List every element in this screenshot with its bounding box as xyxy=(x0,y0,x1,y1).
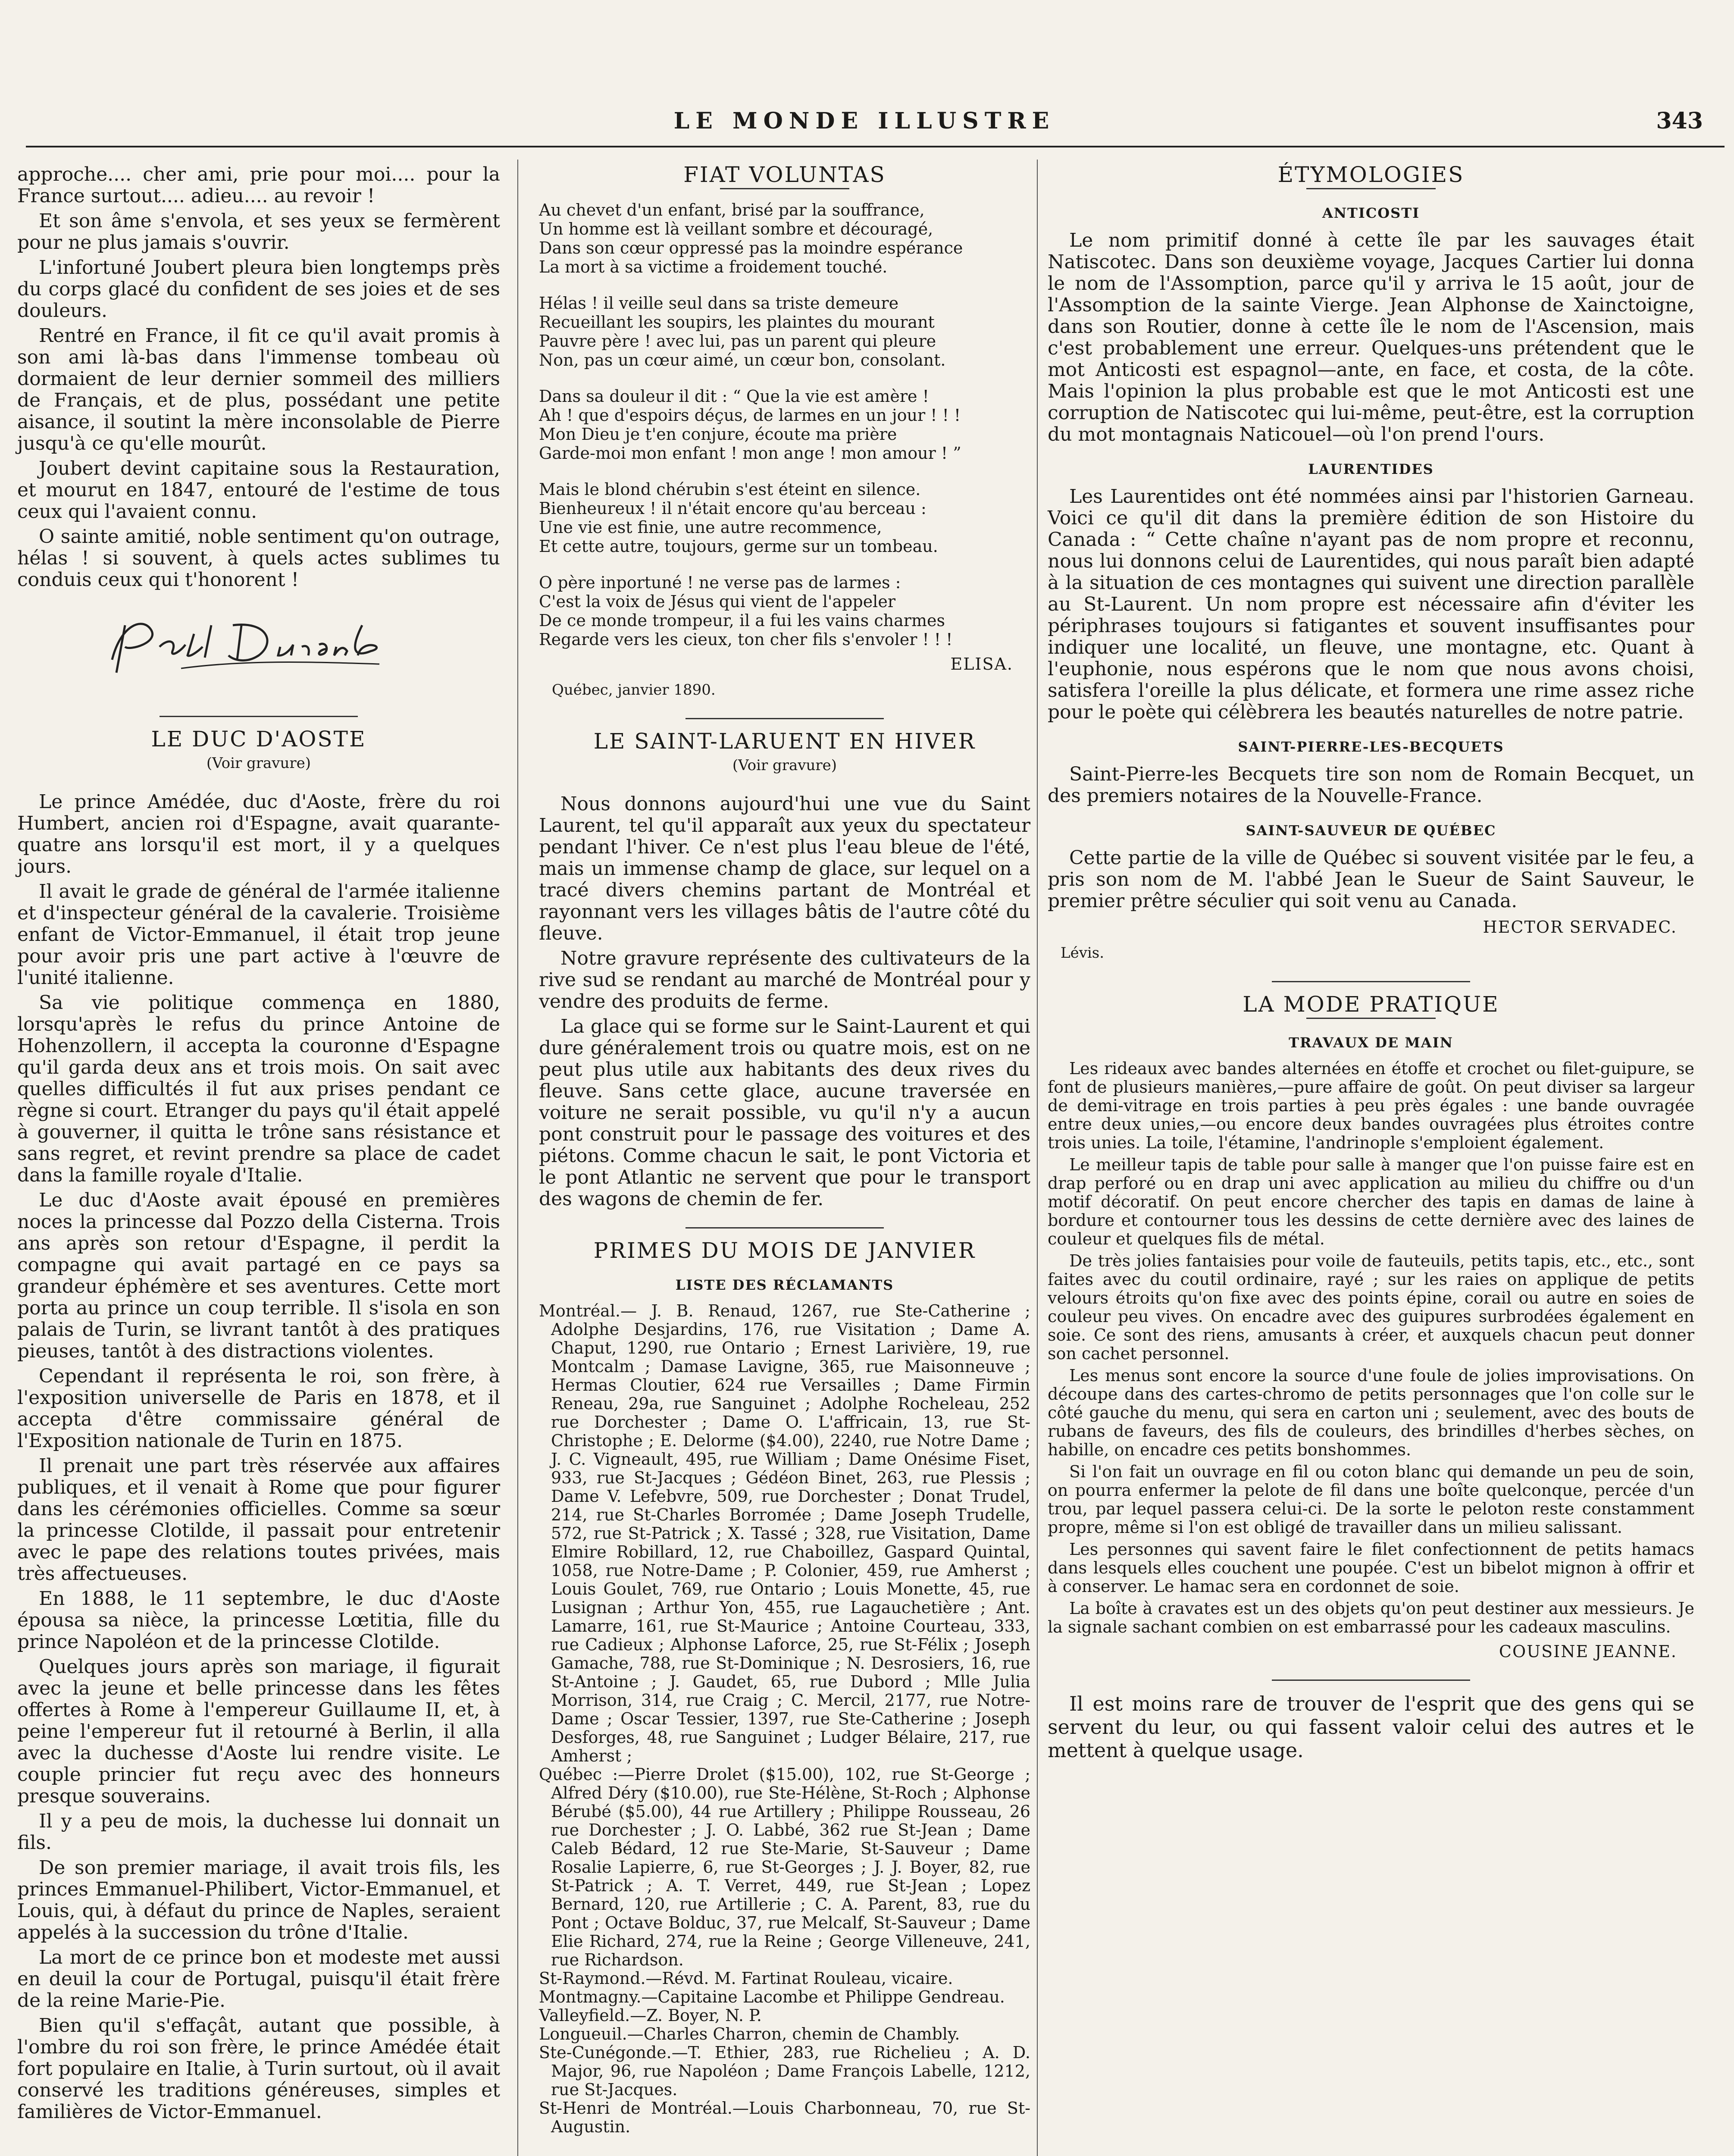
poem-stanza xyxy=(539,387,1030,463)
section-title: LA MODE PRATIQUE xyxy=(1243,992,1499,1017)
section-title: PRIMES DU MOIS DE JANVIER xyxy=(593,1238,976,1263)
verse-line: Et cette autre, toujours, germe sur un tombeau. xyxy=(539,537,938,556)
section-subhead: SAINT-SAUVEUR DE QUÉBEC xyxy=(1246,822,1496,839)
verse-line: Non, pas un cœur aimé, un cœur bon, consolant. xyxy=(539,351,946,370)
poem-stanza xyxy=(539,573,1030,649)
verse-line: Regarde vers les cieux, ton cher fils s'envoler ! ! ! xyxy=(539,630,953,649)
section-separator xyxy=(685,1227,884,1228)
paragraph: Il prenait une part très réservée aux affaires publiques, et il venait à Rome que pour figurer dans les cérémonies officielles. Comme sa sœur la princesse Clotilde, il passait pour entretenir avec le pape des relations toutes privées, mais très affectueuses. xyxy=(17,1455,500,1585)
paragraph: Les personnes qui savent faire le filet confectionnent de petits hamacs dans lesquels elles couchent une poupée. C'est un bibelot mignon à offrir et à conserver. Le hamac sera en cordonnet de soie. xyxy=(1048,1540,1694,1596)
paragraph: La boîte à cravates est un des objets qu'on peut destiner aux messieurs. Je la signale sachant combien on est embarrassé pour les cadeaux masculins. xyxy=(1048,1599,1694,1636)
verse-line: Ah ! que d'espoirs déçus, de larmes en un jour ! ! ! xyxy=(539,406,961,425)
paragraph: Joubert devint capitaine sous la Restauration, et mourut en 1847, entouré de l'estime de tous ceux qui l'avaient connu. xyxy=(17,458,500,523)
column-left xyxy=(17,164,500,2126)
poem-stanza xyxy=(539,480,1030,556)
article-place: Lévis. xyxy=(1061,944,1105,962)
verse-line: Au chevet d'un enfant, brisé par la souffrance, xyxy=(539,201,925,219)
section-separator xyxy=(1272,981,1470,982)
section-separator xyxy=(160,716,358,717)
paragraph: Nous donnons aujourd'hui une vue du Saint Laurent, tel qu'il apparaît aux yeux du spectateur pendant l'hiver. Ce n'est plus l'eau bleue de l'été, mais un immense champ de glace, sur lequel on a tracé divers chemins partant de Montréal et rayonnant vers les villages bâtis de l'autre côté du fleuve. xyxy=(539,793,1030,944)
section-subhead: LAURENTIDES xyxy=(1308,461,1434,477)
verse-line: O père inportuné ! ne verse pas de larmes : xyxy=(539,573,901,592)
section-separator xyxy=(720,188,849,189)
list-item: Ste-Cunégonde.—T. Ethier, 283, rue Richelieu ; A. D. Major, 96, rue Napoléon ; Dame François Labelle, 1212, rue St-Jacques. xyxy=(539,2043,1030,2099)
column-middle xyxy=(539,164,1030,2136)
header-rule xyxy=(26,146,1725,147)
handwritten-signature xyxy=(95,608,397,677)
paragraph: La mort de ce prince bon et modeste met aussi en deuil la cour de Portugal, puisqu'il était frère de la reine Marie-Pie. xyxy=(17,1946,500,2012)
verse-line: Bienheureux ! il n'était encore qu'au berceau : xyxy=(539,499,926,518)
paragraph: Les rideaux avec bandes alternées en étoffe et crochet ou filet-guipure, se font de plusieurs manières,—pure affaire de goût. On peut diviser sa largeur de demi-vitrage en trois parties à peu près égales : une bande ouvragée entre deux unies,—ou encore deux bandes ouvragées plus étroites contre trois unies. La toile, l'étamine, l'andrinople s'emploient également. xyxy=(1048,1059,1694,1152)
paragraph: L'infortuné Joubert pleura bien longtemps près du corps glacé du confident de ses joies et de ses douleurs. xyxy=(17,257,500,322)
poem-author: ELISA. xyxy=(950,655,1013,674)
verse-line: Recueillant les soupirs, les plaintes du mourant xyxy=(539,313,935,332)
poem-title: FIAT VOLUNTAS xyxy=(683,162,886,187)
verse-line: De ce monde trompeur, il a fui les vains charmes xyxy=(539,611,945,630)
verse-line: Pauvre père ! avec lui, pas un parent qui pleure xyxy=(539,332,936,351)
paragraph: Cependant il représenta le roi, son frère, à l'exposition universelle de Paris en 1878, et il accepta d'être commissaire général de l'Exposition nationale de Turin en 1875. xyxy=(17,1365,500,1452)
verse-line: La mort à sa victime a froidement touché. xyxy=(539,257,888,276)
poem-stanza xyxy=(539,201,1030,276)
list-item: Montmagny.—Capitaine Lacombe et Philippe Gendreau. xyxy=(539,1987,1005,2006)
paragraph: Il avait le grade de général de l'armée italienne et d'inspecteur général de la cavalerie. Troisième enfant de Victor-Emmanuel, il était trop jeune pour avoir pris une part active à l'œuvre de l'unité italienne. xyxy=(17,881,500,989)
section-separator xyxy=(1272,1680,1470,1681)
paragraph: Rentré en France, il fit ce qu'il avait promis à son ami là-bas dans l'immense tombeau où dormaient de leur dernier sommeil des milliers de Français, et de plus, possédant une petite aisance, il soutint la mère inconsolable de Pierre jusqu'à ce qu'elle mourût. xyxy=(17,325,500,454)
section-subtitle: (Voir gravure) xyxy=(732,757,837,774)
section-separator xyxy=(1306,188,1436,189)
verse-line: Dans sa douleur il dit : “ Que la vie est amère ! xyxy=(539,387,929,406)
paragraph: Les menus sont encore la source d'une foule de jolies improvisations. On découpe dans des cartes-chromo de petits personnages que l'on colle sur le côté gauche du menu, qui sera en carton uni ; seulement, avec des bouts de rubans de faveurs, des fils de couleurs, des brindilles d'herbes sèches, on habille, on encadre ces petits bonshommes. xyxy=(1048,1366,1694,1459)
paragraph: Cette partie de la ville de Québec si souvent visitée par le feu, a pris son nom de M. l'abbé Jean le Sueur de Saint Sauveur, le premier prêtre séculier qui soit venu au Canada. xyxy=(1048,847,1694,912)
verse-line: Mais le blond chérubin s'est éteint en silence. xyxy=(539,480,921,499)
paragraph: O sainte amitié, noble sentiment qu'on outrage, hélas ! si souvent, à quels actes sublimes tu conduis ceux qui t'honorent ! xyxy=(17,526,500,591)
paragraph: Saint-Pierre-les Becquets tire son nom de Romain Becquet, un des premiers notaires de la Nouvelle-France. xyxy=(1048,763,1694,807)
list-item: St-Raymond.—Révd. M. Fartinat Rouleau, vicaire. xyxy=(539,1969,953,1988)
paragraph: Si l'on fait un ouvrage en fil ou coton blanc qui demande un peu de soin, on pourra enfermer la pelote de fil dans une boîte quelconque, percée d'un trou, par lequel passera celui-ci. De la sorte le peloton reste constamment propre, même si l'on est obligé de travailler dans un milieu salissant. xyxy=(1048,1462,1694,1537)
paragraph: Et son âme s'envola, et ses yeux se fermèrent pour ne plus jamais s'ouvrir. xyxy=(17,210,500,254)
poem-date: Québec, janvier 1890. xyxy=(552,681,716,699)
paragraph: De son premier mariage, il avait trois fils, les princes Emmanuel-Philibert, Victor-Emmanuel, et Louis, qui, à défaut du prince de Naples, seraient appelés à la succession du trône d'Italie. xyxy=(17,1857,500,1943)
page-header xyxy=(26,108,1703,138)
paragraph: Sa vie politique commença en 1880, lorsqu'après le refus du prince Antoine de Hohenzollern, il accepta la couronne d'Espagne qu'il garda deux ans et trois mois. On sait avec quelles difficultés il fut aux prises pendant ce règne si court. Etranger du pays qu'il était appelé à gouverner, il quitta le trône sans résistance et sans regret, et revint prendre sa place de cadet dans la famille royale d'Italie. xyxy=(17,992,500,1186)
section-separator xyxy=(685,718,884,719)
page-number: 343 xyxy=(1656,108,1703,134)
maxim: Il est moins rare de trouver de l'esprit que des gens qui se servent du leur, ou qui fassent valoir celui des autres et le mettent à quelque usage. xyxy=(1048,1692,1694,1762)
verse-line: Garde-moi mon enfant ! mon ange ! mon amour ! ” xyxy=(539,444,961,463)
paragraph: En 1888, le 11 septembre, le duc d'Aoste épousa sa nièce, la princesse Lœtitia, fille du prince Napoléon et de la princesse Clotilde. xyxy=(17,1588,500,1653)
verse-line: Dans son cœur oppressé pas la moindre espérance xyxy=(539,238,963,257)
verse-line: Hélas ! il veille seul dans sa triste demeure xyxy=(539,294,899,313)
masthead-title: LE MONDE ILLUSTRE xyxy=(673,108,1055,134)
paragraph: approche.... cher ami, prie pour moi.... pour la France surtout.... adieu.... au revoir ! xyxy=(17,163,500,207)
column-right xyxy=(1048,164,1694,1765)
verse-line: Un homme est là veillant sombre et découragé, xyxy=(539,219,933,238)
list-item: Québec :—Pierre Drolet ($15.00), 102, rue St-George ; Alfred Déry ($10.00), rue Ste-Hélène, St-Roch ; Alphonse Bérubé ($5.00), 44 rue Artillery ; Philippe Rousseau, 26 rue Dorchester ; J. O. Labbé, 362 rue St-Jean ; Dame Caleb Bédard, 12 rue Ste-Marie, St-Sauveur ; Dame Rosalie Lapierre, 6, rue St-Georges ; J. J. Boyer, 82, rue St-Patrick ; A. T. Verret, 449, rue St-Jean ; Lopez Bernard, 120, rue Artillerie ; C. A. Parent, 83, rue du Pont ; Octave Bolduc, 37, rue Melcalf, St-Sauveur ; Dame Elie Richard, 274, rue la Reine ; George Villeneuve, 241, rue Richardson. xyxy=(539,1765,1030,1969)
section-subhead: ANTICOSTI xyxy=(1322,205,1420,221)
poem-stanza xyxy=(539,294,1030,370)
section-subhead: TRAVAUX DE MAIN xyxy=(1289,1034,1453,1051)
verse-line: Une vie est finie, une autre recommence, xyxy=(539,518,882,537)
list-item: St-Henri de Montréal.—Louis Charbonneau, 70, rue St-Augustin. xyxy=(539,2099,1030,2136)
verse-line: C'est la voix de Jésus qui vient de l'appeler xyxy=(539,592,895,611)
paragraph: Le duc d'Aoste avait épousé en premières noces la princesse dal Pozzo della Cisterna. Trois ans après son retour d'Espagne, il perdit la compagne qui avait partagé en ce pays sa grandeur éphémère et ses aventures. Cette mort porta au prince un coup terrible. Il s'isola en son palais de Turin, se livrant tantôt à des pratiques pieuses, tantôt à des distractions violentes. xyxy=(17,1189,500,1362)
article-author: COUSINE JEANNE. xyxy=(1499,1642,1677,1661)
section-title: LE SAINT-LARUENT EN HIVER xyxy=(593,729,976,754)
section-separator xyxy=(1306,1018,1436,1019)
paragraph: Les Laurentides ont été nommées ainsi par l'historien Garneau. Voici ce qu'il dit dans la première édition de son Histoire du Canada : “ Cette chaîne n'ayant pas de nom propre et reconnu, nous lui donnons celui de Laurentides, qui nous paraît bien adapté à la situation de ces montagnes qui suivent une direction parallèle au St-Laurent. Un nom propre est nécessaire afin d'éviter les périphrases toujours si fatigantes et souvent insuffisantes pour indiquer une localité, un fleuve, une montagne, etc. Quant à l'euphonie, nous espérons que le nom que nous avons choisi, satisfera l'oreille la plus délicate, et formera une rime assez riche pour le poète qui célèbrera les beautés naturelles de notre patrie. xyxy=(1048,486,1694,723)
column-divider xyxy=(1037,160,1038,2156)
list-item: Valleyfield.—Z. Boyer, N. P. xyxy=(539,2006,762,2025)
verse-line: Mon Dieu je t'en conjure, écoute ma prière xyxy=(539,425,897,444)
paragraph: Quelques jours après son mariage, il figurait avec la jeune et belle princesse dans les fêtes offertes à Rome à l'empereur Guillaume II, et, à peine l'empereur fut il retourné à Berlin, il alla avec la duchesse d'Aoste lui rendre visite. Le couple princier fut reçu avec des honneurs presque souverains. xyxy=(17,1656,500,1807)
article-author: HECTOR SERVADEC. xyxy=(1483,918,1677,937)
list-item: Longueuil.—Charles Charron, chemin de Chambly. xyxy=(539,2024,960,2043)
paragraph: La glace qui se forme sur le Saint-Laurent et qui dure généralement trois ou quatre mois, est on ne peut plus utile aux habitants des deux rives du fleuve. Sans cette glace, aucune traversée en voiture ne serait possible, vu qu'il n'y a aucun pont construit pour le passage des voitures et des piétons. Comme chacun le sait, le pont Victoria et le pont Atlantic ne servent que pour le transport des wagons de chemin de fer. xyxy=(539,1015,1030,1210)
paragraph: Il y a peu de mois, la duchesse lui donnait un fils. xyxy=(17,1810,500,1854)
section-subhead: LISTE DES RÉCLAMANTS xyxy=(675,1277,894,1293)
paragraph: Le prince Amédée, duc d'Aoste, frère du roi Humbert, ancien roi d'Espagne, avait quarante-quatre ans lorsqu'il est mort, il y a quelques jours. xyxy=(17,791,500,877)
paragraph: Le meilleur tapis de table pour salle à manger que l'on puisse faire est en drap perforé ou en drap uni avec application au milieu du chiffre ou d'un motif décoratif. On peut encore chercher des tapis en damas de laine à bordure et contourner tous les dessins de cette dernière avec des laines de couleur et quelques fils de métal. xyxy=(1048,1155,1694,1248)
section-title: ÉTYMOLOGIES xyxy=(1277,162,1465,187)
paragraph: Le nom primitif donné à cette île par les sauvages était Natiscotec. Dans son deuxième voyage, Jacques Cartier lui donna le nom de l'Assomption, parce qu'il y arriva le 15 août, jour de l'Assomption de la sainte Vierge. Jean Alphonse de Xainctoigne, dans son Routier, donne à cette île le nom de l'Ascension, mais c'est probablement une erreur. Quelques-uns prétendent que le mot Anticosti est espagnol—ante, en face, et costa, de la côte. Mais l'opinion la plus probable est que le mot Anticosti est une corruption de Natiscotec qui lui-même, peut-être, est la corruption du mot montagnais Naticouel—où l'on prend l'ours. xyxy=(1048,229,1694,445)
list-item: Montréal.— J. B. Renaud, 1267, rue Ste-Catherine ; Adolphe Desjardins, 176, rue Visitation ; Dame A. Chaput, 1290, rue Ontario ; Ernest Larivière, 19, rue Montcalm ; Damase Lavigne, 365, rue Maisonneuve ; Hermas Cloutier, 624 rue Versailles ; Dame Firmin Reneau, 29a, rue Sanguinet ; Adolphe Rocheleau, 252 rue Dorchester ; Dame O. L'affricain, 13, rue St-Christophe ; E. Delorme ($4.00), 2240, rue Notre Dame ; J. C. Vigneault, 495, rue William ; Dame Onésime Fiset, 933, rue St-Jacques ; Gédéon Binet, 263, rue Plessis ; Dame V. Lefebvre, 509, rue Dorchester ; Donat Trudel, 214, rue St-Charles Borromée ; Dame Joseph Trudelle, 572, rue St-Patrick ; X. Tassé ; 328, rue Visitation, Dame Elmire Robillard, 12, rue Chaboillez, Gaspard Quintal, 1058, rue Notre-Dame ; P. Colonier, 459, rue Amherst ; Louis Goulet, 769, rue Ontario ; Louis Monette, 45, rue Lusignan ; Arthur Yon, 455, rue Lagauchetière ; Ant. Lamarre, 161, rue St-Maurice ; Antoine Courteau, 333, rue Cadieux ; Alphonse Laforce, 25, rue St-Félix ; Joseph Gamache, 788, rue St-Dominique ; N. Desrosiers, 16, rue St-Antoine ; J. Gaudet, 65, rue Dubord ; Mlle Julia Morrison, 314, rue Craig ; C. Mercil, 2177, rue Notre-Dame ; Oscar Tessier, 1397, rue Ste-Catherine ; Joseph Desforges, 48, rue Sanguinet ; Ludger Bélaire, 217, rue Amherst ; xyxy=(539,1301,1030,1765)
column-divider xyxy=(517,160,518,2156)
paragraph: De très jolies fantaisies pour voile de fauteuils, petits tapis, etc., etc., sont faites avec du coutil ordinaire, rayé ; sur les raies on applique de petits velours étroits qu'on fixe avec des points épine, corail ou autre en soies de couleur peu vives. On encadre avec des guipures surbrodées également en soie. Ce sont des riens, amusants à créer, et auxquels chacun peut donner son cachet personnel. xyxy=(1048,1251,1694,1363)
section-subhead: SAINT-PIERRE-LES-BECQUETS xyxy=(1238,739,1504,755)
section-subtitle: (Voir gravure) xyxy=(206,755,311,772)
paragraph: Bien qu'il s'effaçât, autant que possible, à l'ombre du roi son frère, le prince Amédée était fort populaire en Italie, à Turin surtout, où il avait conservé les traditions généreuses, simples et familières de Victor-Emmanuel. xyxy=(17,2015,500,2123)
paragraph: Notre gravure représente des cultivateurs de la rive sud se rendant au marché de Montréal pour y vendre des produits de ferme. xyxy=(539,947,1030,1012)
section-title: LE DUC D'AOSTE xyxy=(151,727,366,752)
